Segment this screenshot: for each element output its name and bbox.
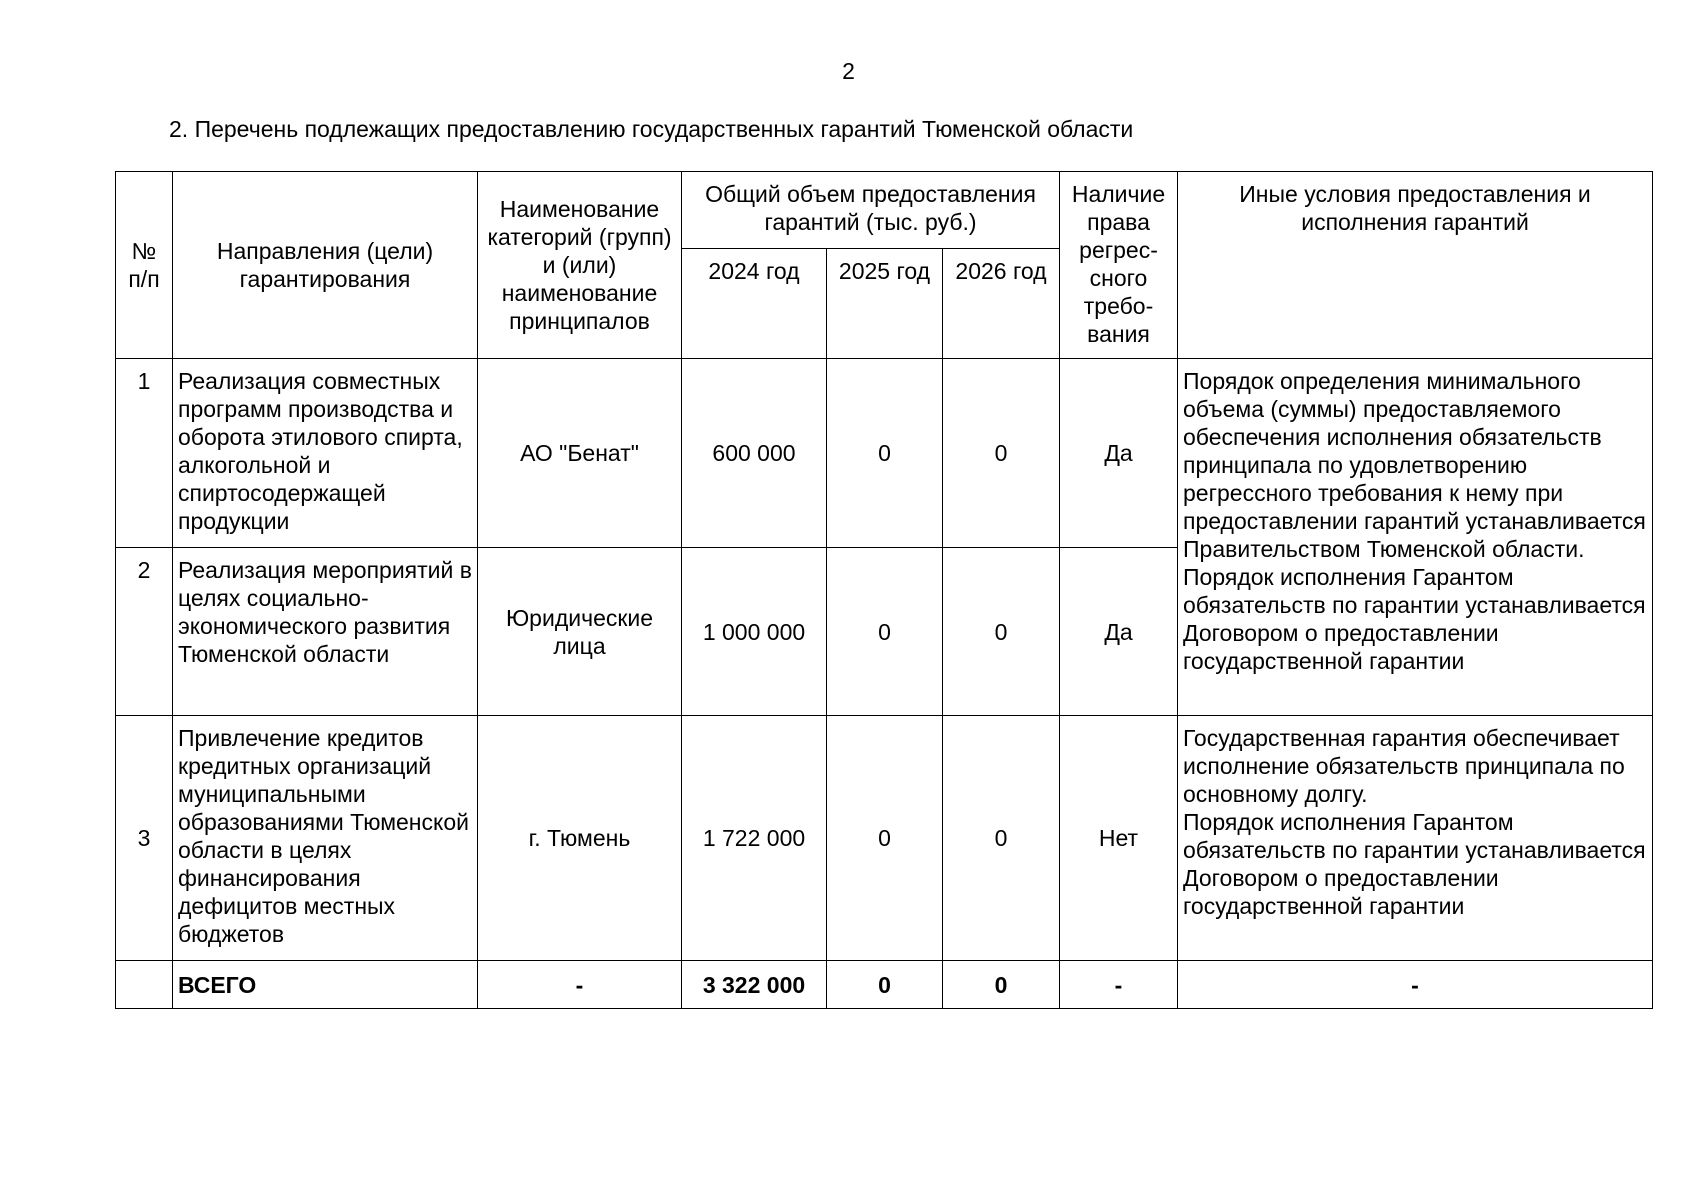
table-row bbox=[116, 716, 1653, 961]
row-amount-2026: 0 bbox=[943, 716, 1060, 961]
header-other-conditions: Иные условия предоставления и исполнения гарантий bbox=[1178, 172, 1653, 359]
row-regress: Да bbox=[1060, 359, 1178, 548]
total-amount-2024: 3 322 000 bbox=[682, 961, 827, 1009]
table-header-row bbox=[116, 172, 1653, 249]
row-category: г. Тюмень bbox=[478, 716, 682, 961]
total-category: - bbox=[478, 961, 682, 1009]
row-regress: Да bbox=[1060, 548, 1178, 716]
row-other-conditions-shared: Порядок определения минимального объема (суммы) предоставляемого обеспечения исполнения обязательств принципала по удовлетворению регрессного требования к нему при предоставлении гарантий устанавливается Правительством Тюменской области. Порядок исполнения Гарантом обязательств по гарантии устанавливается Договором о предоставлении государственной гарантии bbox=[1178, 359, 1653, 716]
guarantees-table bbox=[115, 171, 1653, 1009]
row-amount-2025: 0 bbox=[827, 548, 943, 716]
header-direction: Направления (цели) гарантирования bbox=[173, 172, 478, 359]
other-conditions-line-1: Государственная гарантия обеспечивает исполнение обязательств принципала по основному долгу. bbox=[1183, 725, 1625, 807]
total-label: ВСЕГО bbox=[173, 961, 478, 1009]
section-heading: 2. Перечень подлежащих предоставлению государственных гарантий Тюменской области bbox=[169, 116, 1134, 142]
row-regress: Нет bbox=[1060, 716, 1178, 961]
row-amount-2025: 0 bbox=[827, 716, 943, 961]
row-direction: Реализация совместных программ производства и оборота этилового спирта, алкогольной и спиртосодержащей продукции bbox=[173, 359, 478, 548]
row-amount-2024: 1 000 000 bbox=[682, 548, 827, 716]
total-other: - bbox=[1178, 961, 1653, 1009]
row-direction: Реализация мероприятий в целях социально-экономического развития Тюменской области bbox=[173, 548, 478, 716]
row-num: 1 bbox=[116, 359, 173, 548]
header-year-2025: 2025 год bbox=[827, 249, 943, 359]
total-num-empty bbox=[116, 961, 173, 1009]
row-num: 3 bbox=[116, 716, 173, 961]
row-amount-2025: 0 bbox=[827, 359, 943, 548]
row-num: 2 bbox=[116, 548, 173, 716]
header-num: № п/п bbox=[116, 172, 173, 359]
header-category: Наименование категорий (групп) и (или) наименование принципалов bbox=[478, 172, 682, 359]
row-category: АО "Бенат" bbox=[478, 359, 682, 548]
row-amount-2026: 0 bbox=[943, 548, 1060, 716]
row-amount-2026: 0 bbox=[943, 359, 1060, 548]
total-row bbox=[116, 961, 1653, 1009]
header-year-2024: 2024 год bbox=[682, 249, 827, 359]
total-amount-2026: 0 bbox=[943, 961, 1060, 1009]
header-year-2026: 2026 год bbox=[943, 249, 1060, 359]
row-direction: Привлечение кредитов кредитных организаций муниципальными образованиями Тюменской области в целях финансирования дефицитов местных бюджетов bbox=[173, 716, 478, 961]
row-amount-2024: 1 722 000 bbox=[682, 716, 827, 961]
row-amount-2024: 600 000 bbox=[682, 359, 827, 548]
row-other-conditions bbox=[1178, 716, 1653, 961]
page-number: 2 bbox=[842, 58, 855, 84]
total-amount-2025: 0 bbox=[827, 961, 943, 1009]
header-regress: Наличие права регрес-сного требо-вания bbox=[1060, 172, 1178, 359]
other-conditions-line-2: Порядок исполнения Гарантом обязательств по гарантии устанавливается Договором о предоставлении государственной гарантии bbox=[1183, 809, 1646, 919]
total-regress: - bbox=[1060, 961, 1178, 1009]
row-category: Юридические лица bbox=[478, 548, 682, 716]
table-row bbox=[116, 359, 1653, 548]
header-total-volume: Общий объем предоставления гарантий (тыс. руб.) bbox=[682, 172, 1060, 249]
